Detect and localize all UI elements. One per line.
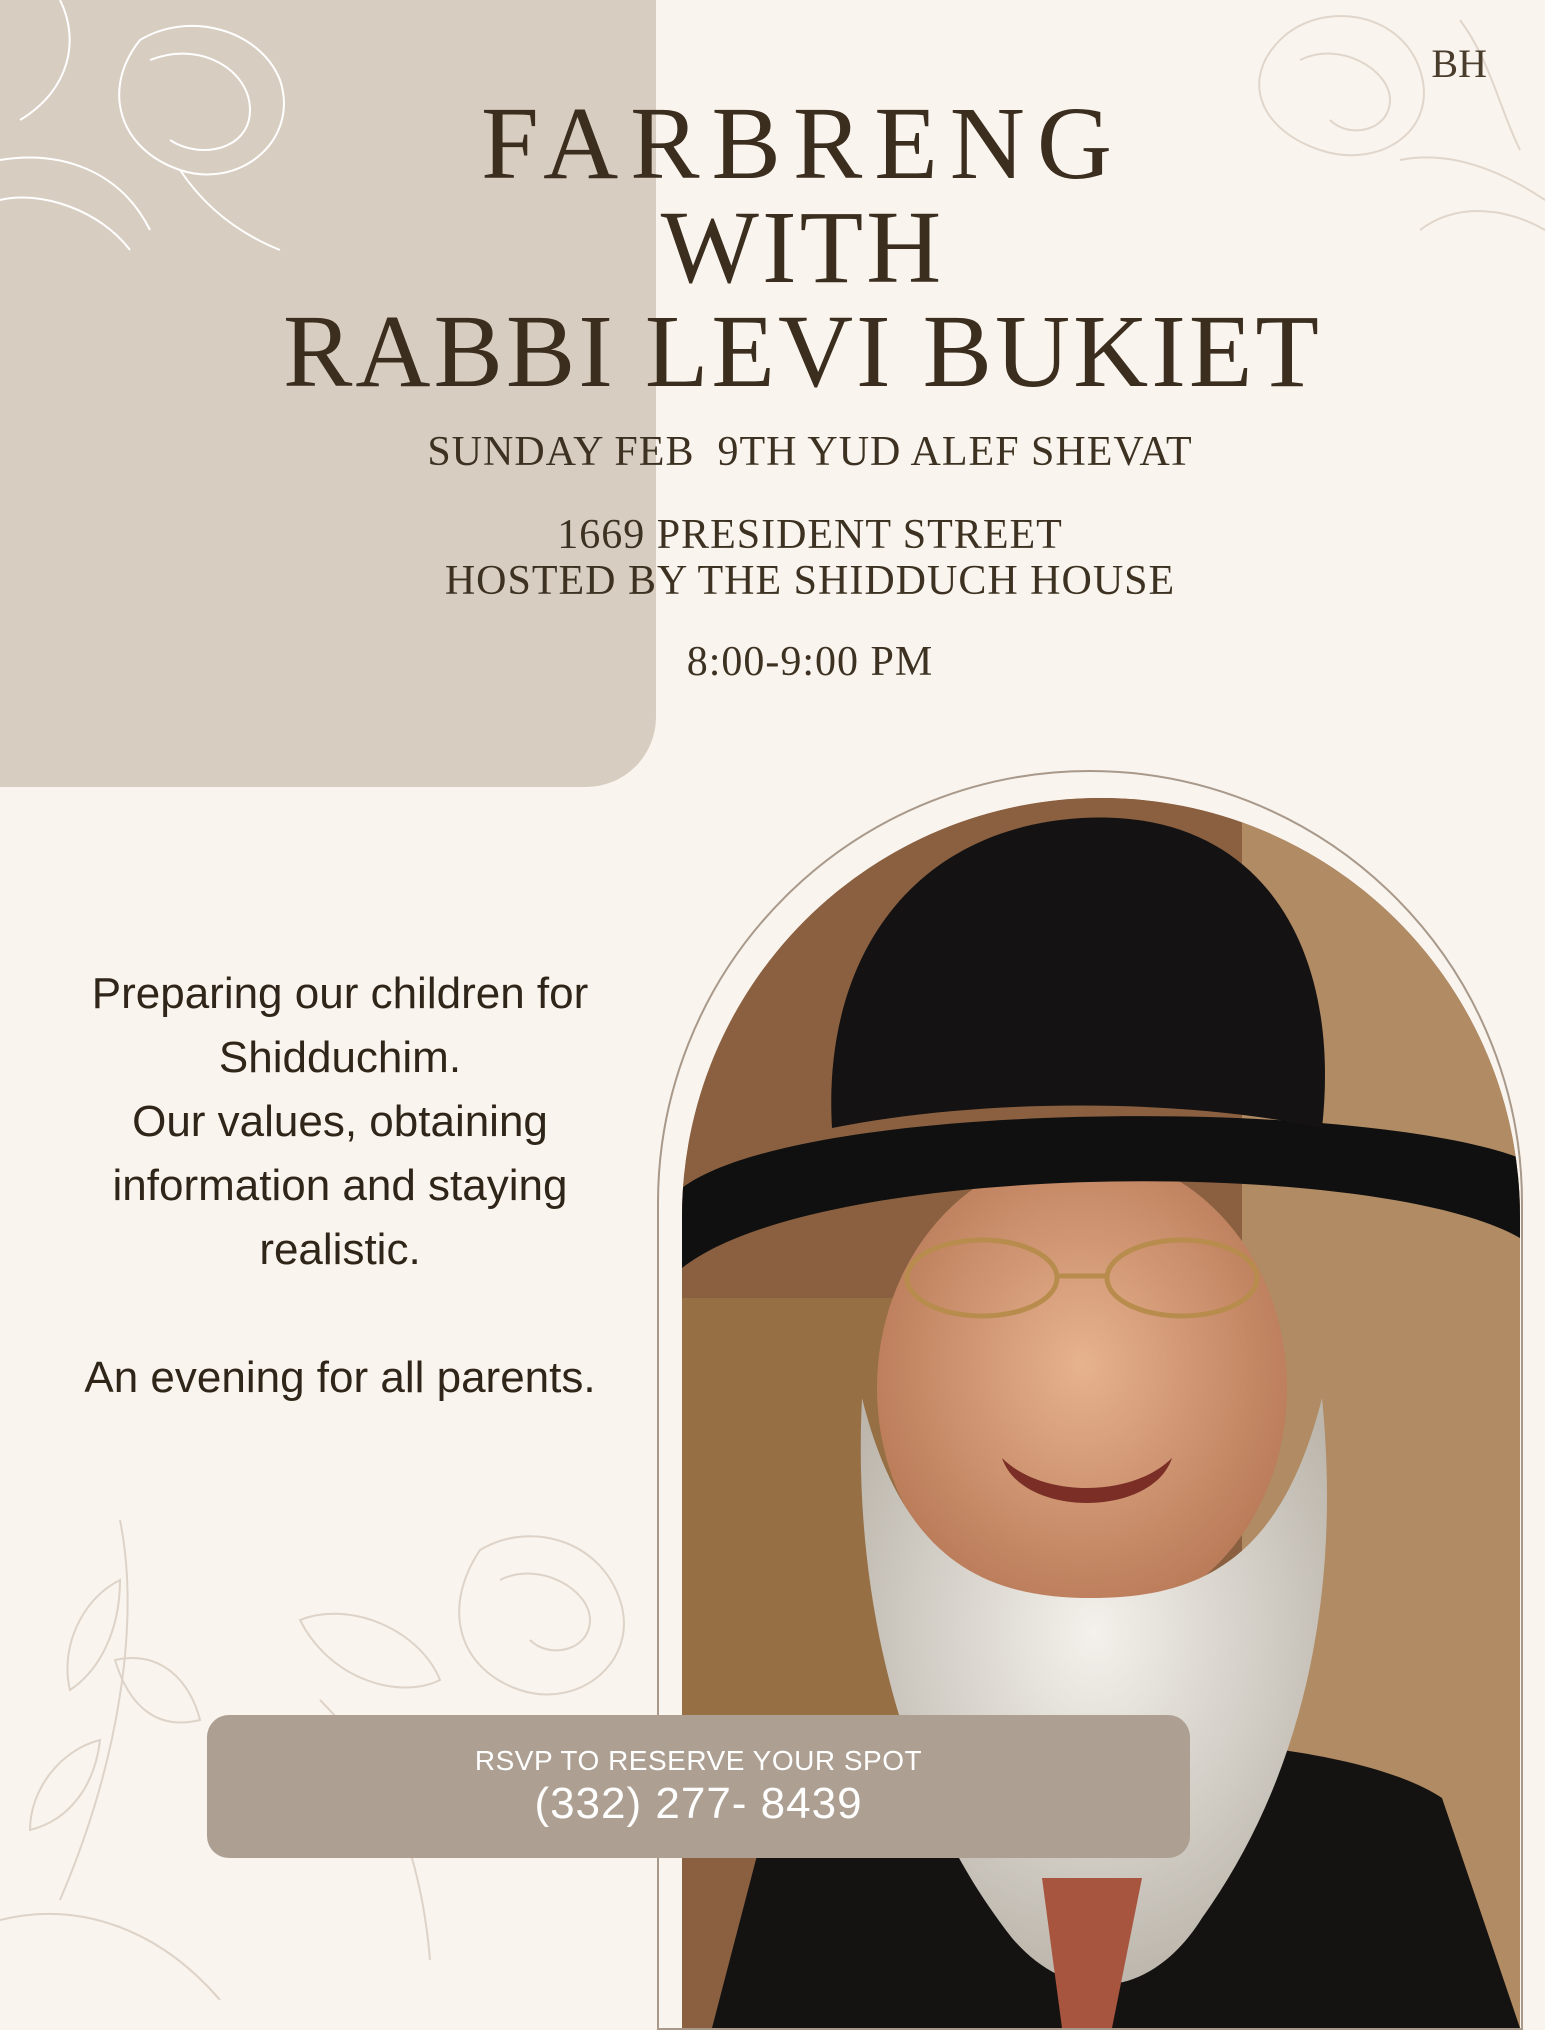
bh-mark: BH — [1431, 41, 1487, 86]
event-location — [300, 512, 1320, 604]
description-line: realistic. — [259, 1225, 421, 1274]
rsvp-phone-number[interactable]: (332) 277- 8439 — [534, 1779, 863, 1828]
description-line: information and staying — [112, 1161, 568, 1210]
event-description — [20, 962, 660, 1410]
description-line: Our values, obtaining — [132, 1097, 548, 1146]
rsvp-label: RSVP TO RESERVE YOUR SPOT — [474, 1745, 923, 1776]
event-time: 8:00-9:00 PM — [686, 639, 934, 685]
headline-line-1: FARBRENG — [480, 86, 1125, 201]
description-line: Shidduchim. — [218, 1033, 462, 1082]
event-host: HOSTED BY THE SHIDDUCH HOUSE — [444, 558, 1176, 604]
description-spacer — [20, 1282, 660, 1346]
description-line: An evening for all parents. — [84, 1353, 596, 1402]
event-date: SUNDAY FEB 9TH YUD ALEF SHEVAT — [427, 429, 1193, 475]
headline-line-3: RABBI LEVI BUKIET — [283, 294, 1322, 409]
event-address: 1669 PRESIDENT STREET — [557, 512, 1063, 558]
event-headline — [180, 86, 1425, 409]
headline-line-2: WITH — [660, 190, 945, 305]
rsvp-banner — [207, 1715, 1190, 1858]
description-line: Preparing our children for — [91, 969, 589, 1018]
